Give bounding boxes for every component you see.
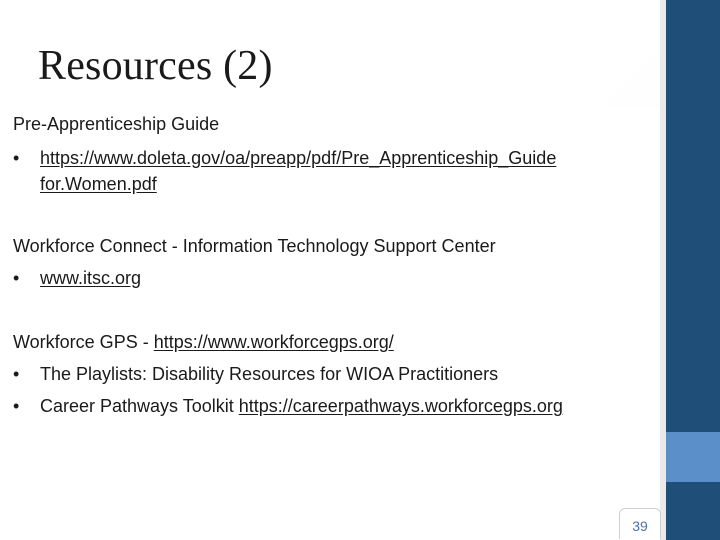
accent-bar-bottom xyxy=(666,482,720,540)
slide-title: Resources (2) xyxy=(38,43,273,89)
section-heading-pre-apprenticeship: Pre-Apprenticeship Guide xyxy=(13,114,220,134)
section-heading-workforce-connect: Workforce Connect - Information Technology Support Center xyxy=(13,236,496,256)
accent-bar-highlight xyxy=(666,432,720,482)
career-pathways-link[interactable]: https://careerpathways.workforcegps.org xyxy=(238,396,563,416)
itsc-link[interactable]: www.itsc.org xyxy=(40,268,142,288)
bullet-item xyxy=(40,268,141,289)
bullet-item xyxy=(40,148,556,169)
content-area xyxy=(0,108,660,540)
section-heading-workforce-gps xyxy=(13,332,394,353)
workforcegps-link[interactable]: https://www.workforcegps.org/ xyxy=(153,332,394,352)
bullet-marker: • xyxy=(13,268,20,288)
doleta-link-continued[interactable]: for.Women.pdf xyxy=(40,174,157,194)
bullet-marker: • xyxy=(13,396,20,416)
page-number: 39 xyxy=(619,508,661,539)
doleta-link[interactable]: https://www.doleta.gov/oa/preapp/pdf/Pre_Apprenticeship_Guide xyxy=(40,148,557,168)
bullet-marker: • xyxy=(13,364,20,384)
bullet-item-continuation xyxy=(40,174,157,195)
workforce-gps-label: Workforce GPS - xyxy=(13,332,154,352)
career-pathways-label: Career Pathways Toolkit xyxy=(40,396,239,416)
bullet-marker: • xyxy=(13,148,20,168)
bullet-item-playlists: The Playlists: Disability Resources for WIOA Practitioners xyxy=(40,364,499,384)
bullet-item-career-pathways xyxy=(40,396,563,417)
